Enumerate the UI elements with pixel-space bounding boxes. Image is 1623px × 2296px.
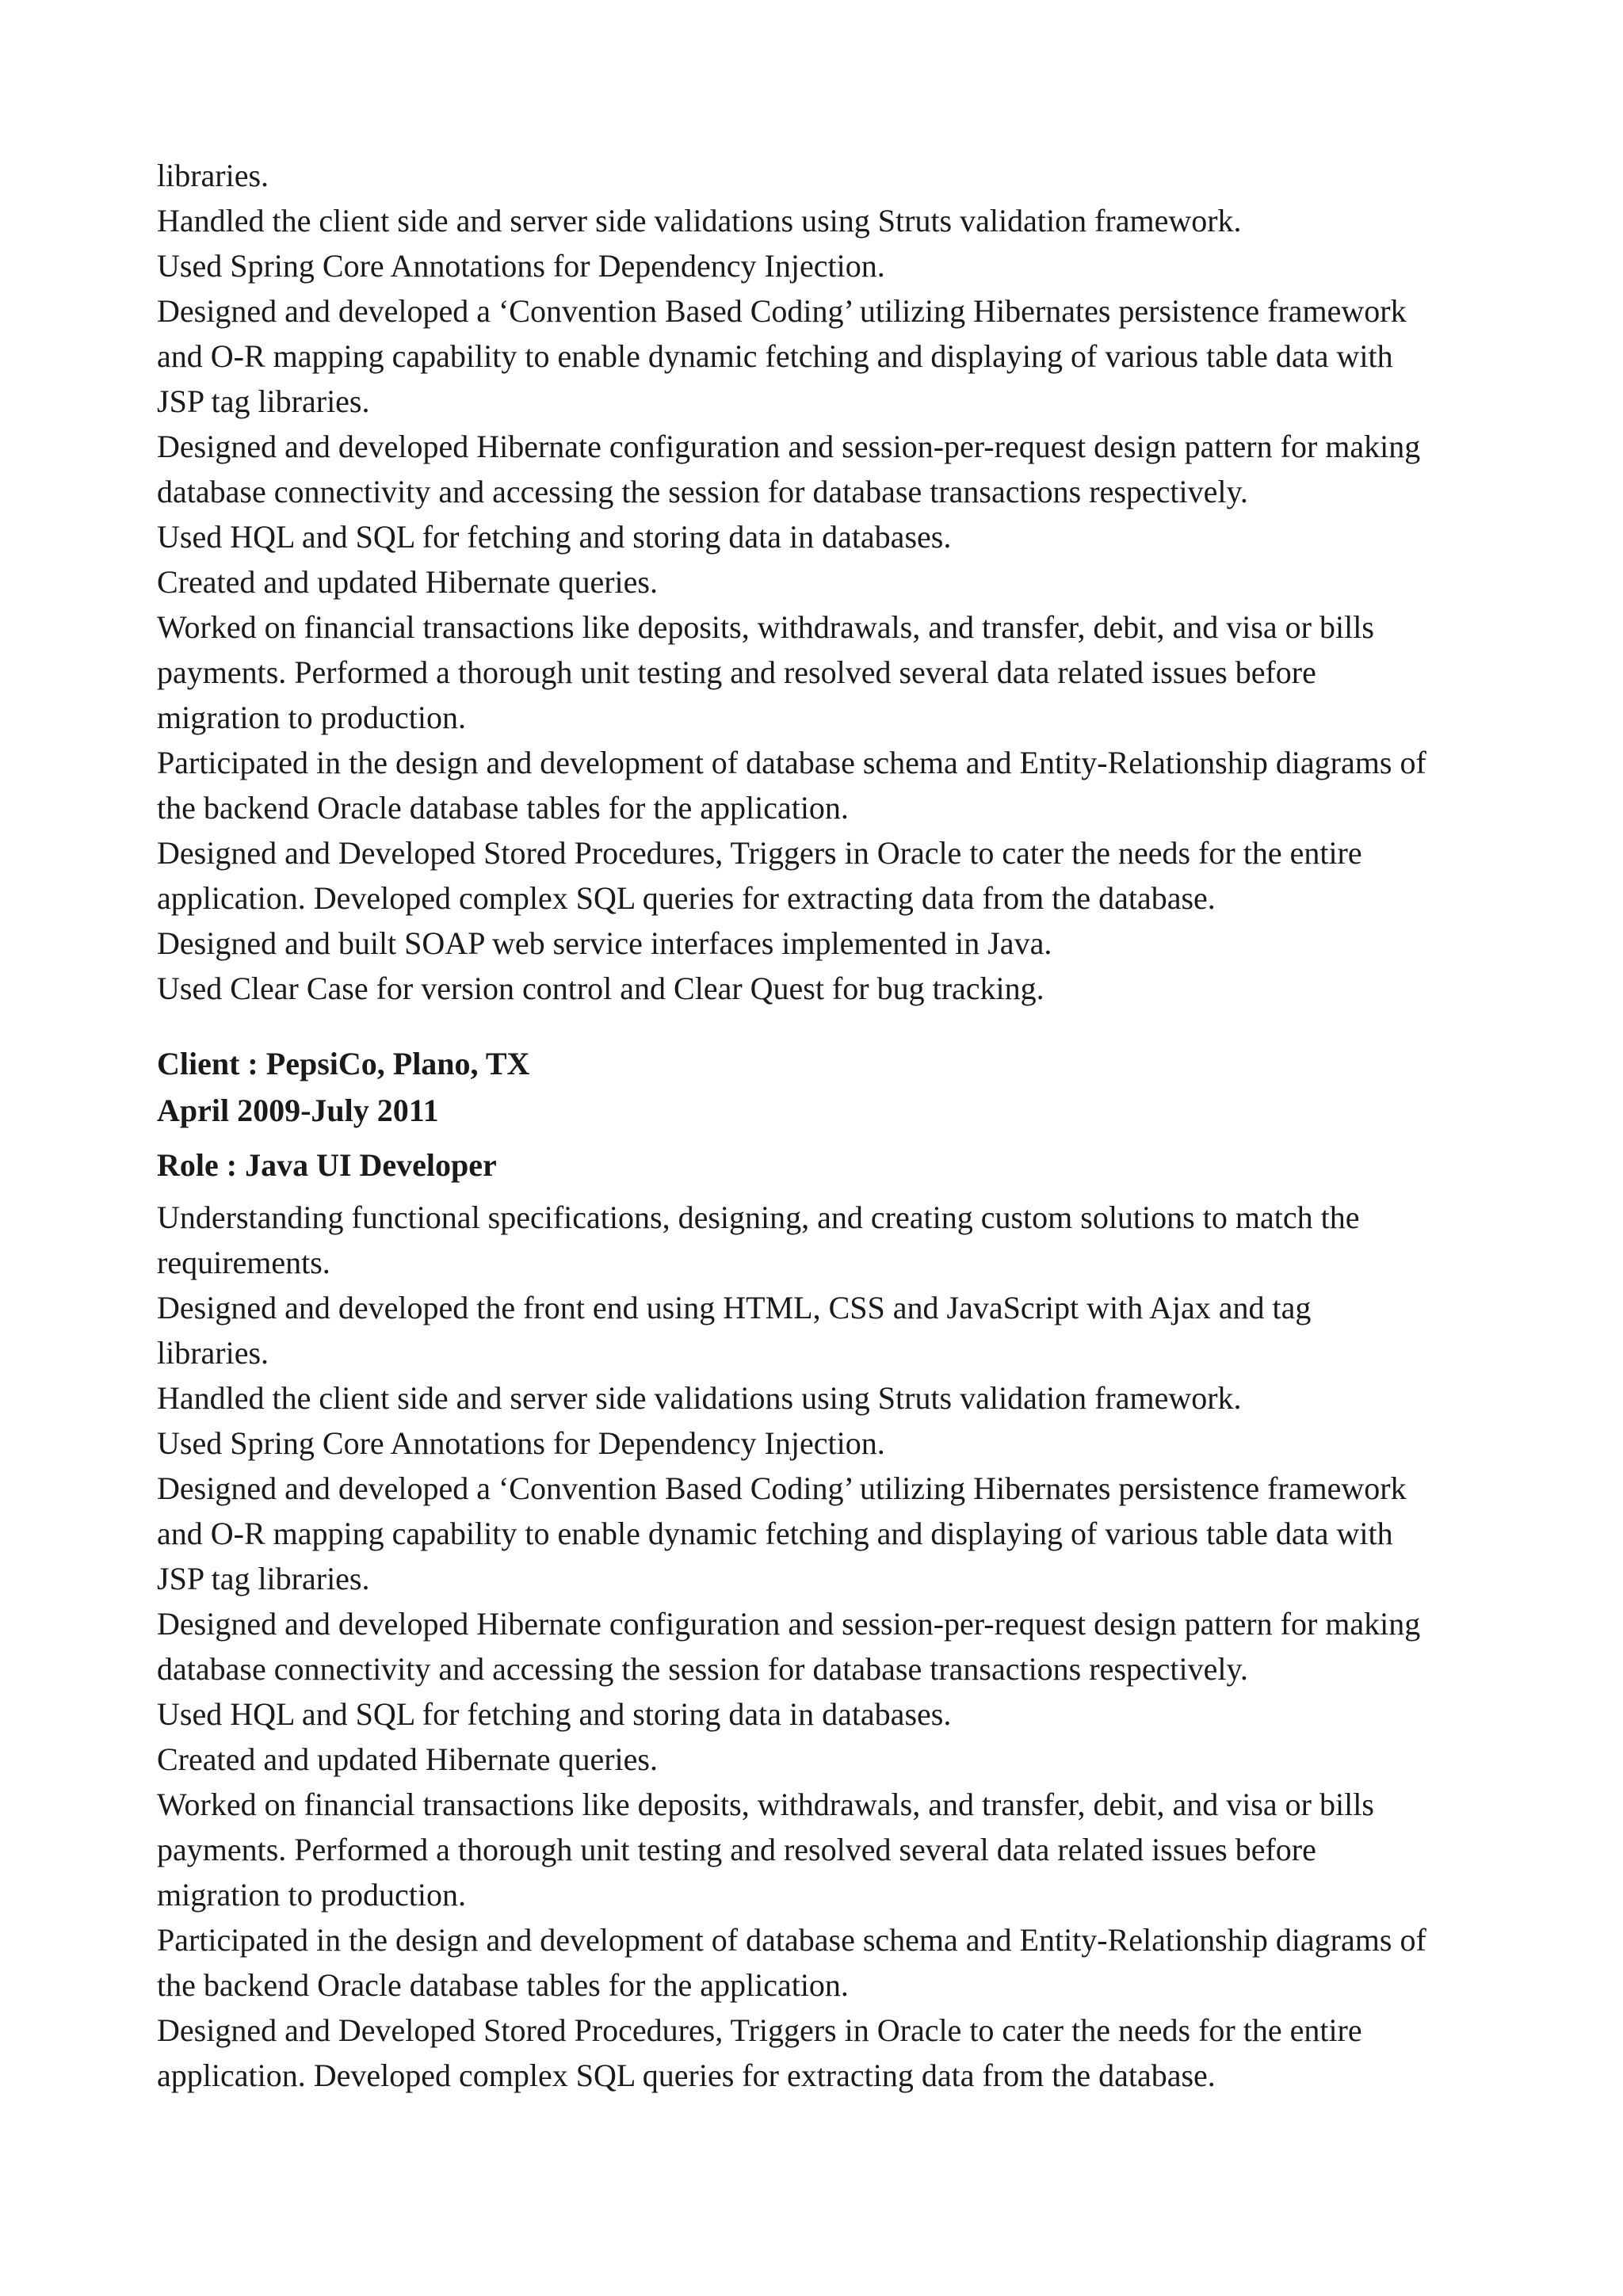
responsibilities-block-previous — [157, 153, 1504, 1011]
text-line: JSP tag libraries. — [157, 383, 370, 419]
text-line: Participated in the design and development of database schema and Entity-Relationship diagrams of — [157, 745, 1426, 780]
text-line: and O-R mapping capability to enable dynamic fetching and displaying of various table data with — [157, 338, 1393, 374]
text-line: JSP tag libraries. — [157, 1561, 370, 1596]
text-line: migration to production. — [157, 1877, 466, 1913]
text-line: Designed and developed a ‘Convention Based Coding’ utilizing Hibernates persistence framework — [157, 293, 1407, 329]
text-line: requirements. — [157, 1245, 330, 1280]
text-line: Handled the client side and server side validations using Struts validation framework. — [157, 1380, 1242, 1416]
text-line: Designed and developed the front end using HTML, CSS and JavaScript with Ajax and tag — [157, 1290, 1312, 1325]
text-line: Designed and Developed Stored Procedures, Triggers in Oracle to cater the needs for the entire — [157, 2012, 1362, 2048]
text-line: Worked on financial transactions like deposits, withdrawals, and transfer, debit, and visa or bills — [157, 609, 1374, 645]
job-header — [157, 1040, 1504, 1188]
text-line: migration to production. — [157, 700, 466, 735]
text-line: Worked on financial transactions like deposits, withdrawals, and transfer, debit, and visa or bills — [157, 1787, 1374, 1822]
text-line: Designed and developed a ‘Convention Based Coding’ utilizing Hibernates persistence framework — [157, 1470, 1407, 1506]
text-line: the backend Oracle database tables for the application. — [157, 1967, 849, 2003]
text-line: libraries. — [157, 1335, 269, 1371]
text-line: Designed and built SOAP web service interfaces implemented in Java. — [157, 925, 1052, 961]
text-line: Handled the client side and server side validations using Struts validation framework. — [157, 203, 1242, 238]
text-line: payments. Performed a thorough unit testing and resolved several data related issues before — [157, 654, 1316, 690]
text-line: database connectivity and accessing the session for database transactions respectively. — [157, 474, 1248, 509]
responsibilities-block-pepsico — [157, 1195, 1504, 2098]
role-heading: Role : Java UI Developer — [157, 1147, 497, 1183]
text-line: Used Spring Core Annotations for Dependency Injection. — [157, 248, 885, 284]
client-heading: Client : PepsiCo, Plano, TX — [157, 1046, 530, 1081]
text-line: Designed and Developed Stored Procedures, Triggers in Oracle to cater the needs for the entire — [157, 835, 1362, 871]
text-line: Used Clear Case for version control and Clear Quest for bug tracking. — [157, 971, 1044, 1006]
text-line: Used HQL and SQL for fetching and storing data in databases. — [157, 519, 952, 555]
section-gap — [157, 1011, 1504, 1040]
text-line: Designed and developed Hibernate configuration and session-per-request design pattern for making — [157, 1606, 1421, 1642]
text-line: and O-R mapping capability to enable dynamic fetching and displaying of various table data with — [157, 1516, 1393, 1551]
text-line: Designed and developed Hibernate configuration and session-per-request design pattern for making — [157, 429, 1421, 464]
text-line: application. Developed complex SQL queries for extracting data from the database. — [157, 2058, 1216, 2093]
dates-heading: April 2009-July 2011 — [157, 1093, 439, 1128]
text-line: Created and updated Hibernate queries. — [157, 564, 658, 600]
text-line: Used HQL and SQL for fetching and storing data in databases. — [157, 1696, 952, 1732]
text-line: Participated in the design and development of database schema and Entity-Relationship diagrams of — [157, 1922, 1426, 1958]
text-line: Created and updated Hibernate queries. — [157, 1741, 658, 1777]
text-line: Used Spring Core Annotations for Dependency Injection. — [157, 1425, 885, 1461]
resume-page — [157, 153, 1504, 2098]
text-line: the backend Oracle database tables for the application. — [157, 790, 849, 826]
text-line: libraries. — [157, 158, 269, 193]
text-line: database connectivity and accessing the session for database transactions respectively. — [157, 1651, 1248, 1687]
text-line: Understanding functional specifications, designing, and creating custom solutions to match the — [157, 1199, 1360, 1235]
text-line: application. Developed complex SQL queries for extracting data from the database. — [157, 880, 1216, 916]
text-line: payments. Performed a thorough unit testing and resolved several data related issues before — [157, 1832, 1316, 1867]
